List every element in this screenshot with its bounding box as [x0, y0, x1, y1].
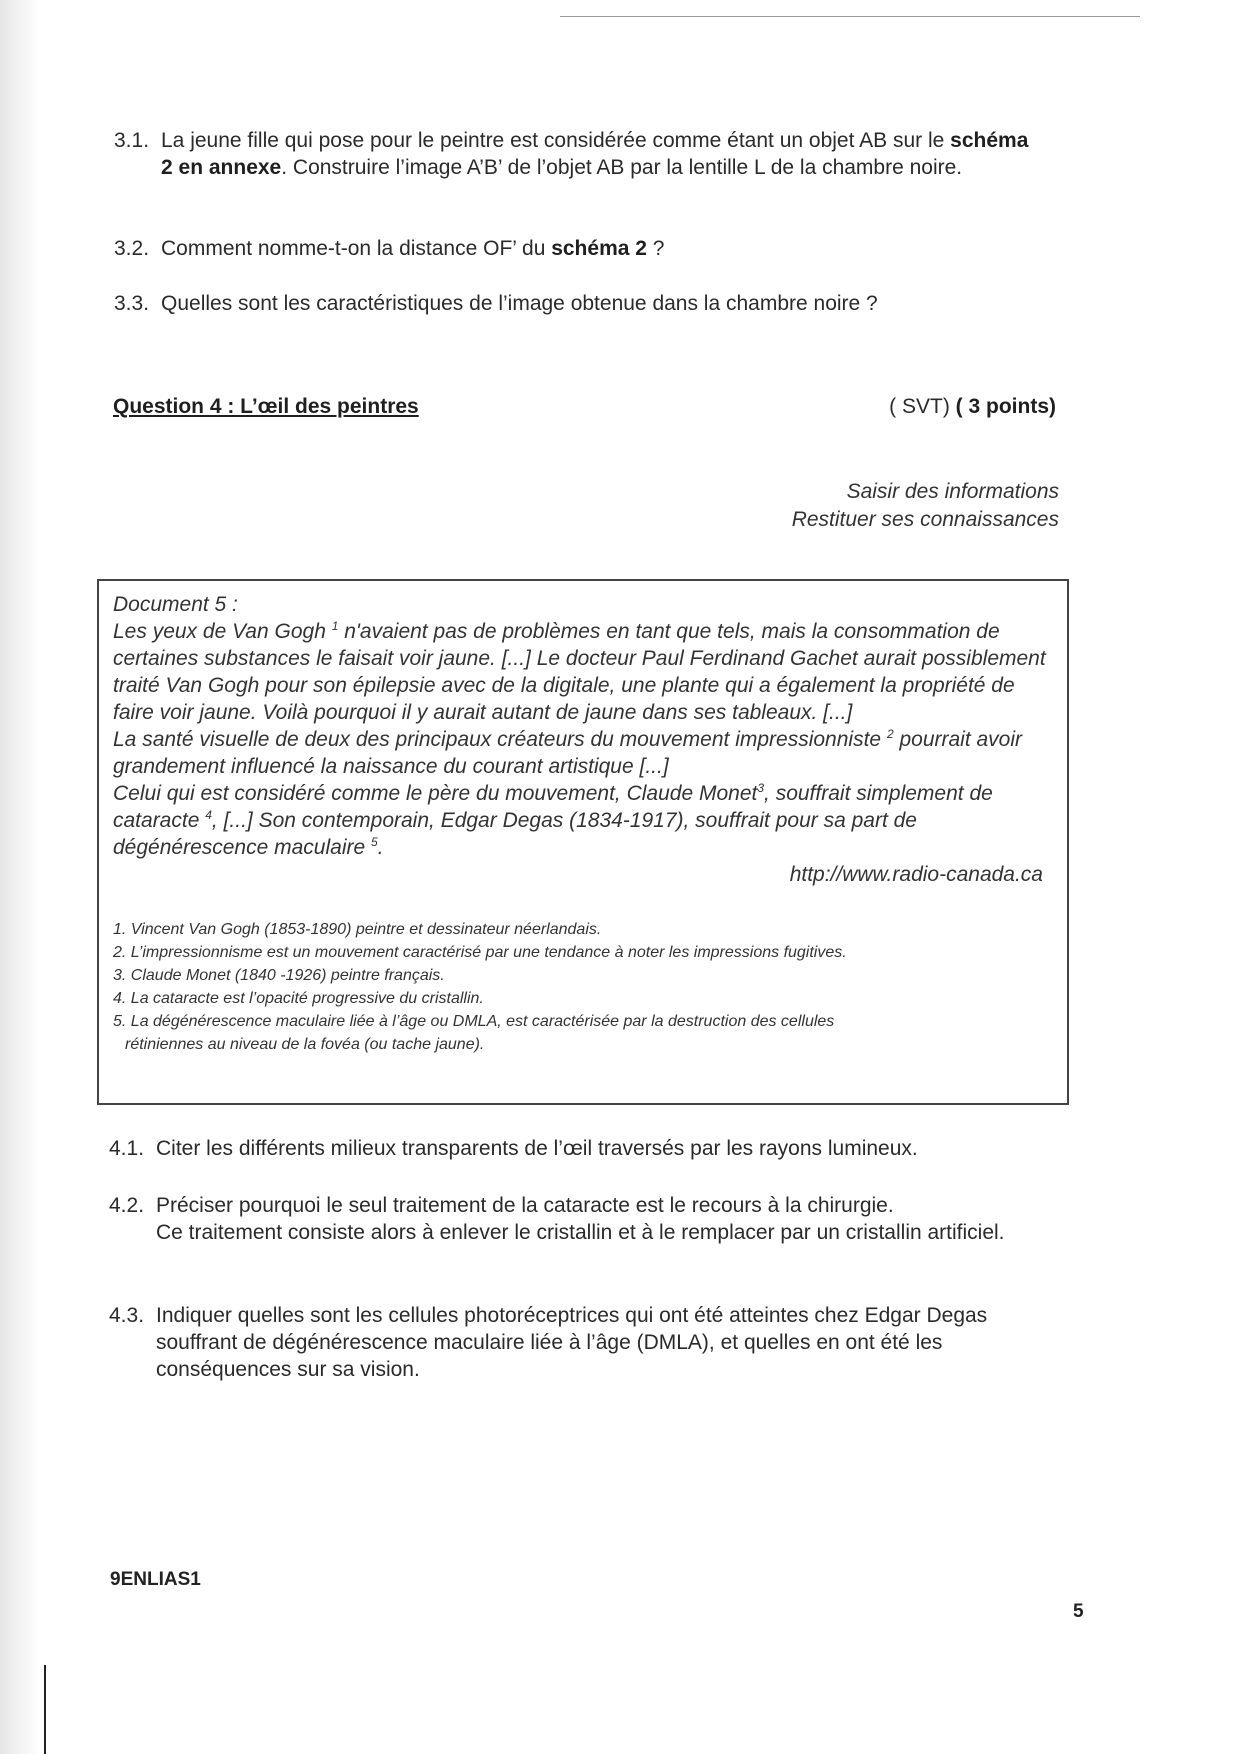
document-5-paragraph-2 [113, 726, 1053, 780]
document-5-body [113, 591, 1053, 888]
question-text-end: ? [646, 237, 665, 260]
question-number: 4.3. [109, 1304, 145, 1327]
document-5-paragraph-1 [113, 618, 1053, 726]
text: Celui qui est considéré comme le père du mouvement, Claude Monet [113, 782, 758, 805]
footnote-ref: 2 [886, 727, 894, 741]
question-4-meta [889, 395, 1056, 419]
question-number: 3.2. [114, 237, 150, 260]
question-text: Citer les différents milieux transparents de l’œil traversés par les rayons lumineux. [156, 1137, 918, 1160]
skills-block [792, 478, 1059, 534]
question-text-continued: Ce traitement consiste alors à enlever le cristallin et à le remplacer par un cristallin artificiel. [156, 1221, 1005, 1244]
question-bold-ref: schéma 2 en annexe [161, 129, 1029, 179]
scan-left-rule [44, 1665, 46, 1754]
document-5-box [97, 579, 1069, 1105]
question-text: Comment nomme-t-on la distance OF’ du [161, 237, 552, 260]
footnote: 4. La cataracte est l’opacité progressive du cristallin. [113, 990, 484, 1007]
footnote: 5. La dégénérescence maculaire liée à l’âge ou DMLA, est caractérisée par la destruction des cellules [113, 1013, 835, 1030]
question-3-2 [114, 235, 1044, 262]
question-3-3 [114, 290, 1044, 317]
footnote-ref: 4 [205, 808, 212, 822]
question-4-title: Question 4 : L’œil des peintres [113, 395, 419, 418]
question-4-1 [109, 1135, 1044, 1162]
skill-1: Saisir des informations [846, 480, 1059, 503]
question-number: 4.2. [109, 1194, 145, 1217]
footnote: 2. L’impressionnisme est un mouvement caractérisé par une tendance à noter les impressions fugitives. [113, 944, 847, 961]
text: n'avaient pas de problèmes en tant que tels, mais la consommation de certaines substances le faisait voir jaune. [...] Le docteur Paul Ferdinand Gachet aurait possiblement traité Van Gogh pour son épilepsie avec de la digitale, une plante qui a également la propriété de faire voir jaune. Voilà pourquoi il y aurait autant de jaune dans ses tableaux. [...] [113, 620, 1046, 724]
text: , [...] Son contemporain, Edgar Degas (1834-1917), souffrait pour sa part de dégénérescence maculaire [113, 809, 917, 859]
question-4-3 [109, 1302, 1044, 1383]
question-text: Quelles sont les caractéristiques de l’image obtenue dans la chambre noire ? [161, 292, 878, 315]
scan-edge-shadow [0, 0, 40, 1754]
footnote-ref: 1 [331, 619, 339, 633]
subject-label: ( SVT) [889, 395, 950, 418]
text: pourrait avoir grandement influencé la naissance du courant artistique [...] [113, 728, 1023, 778]
footnote-continuation: rétiniennes au niveau de la fovéa (ou tache jaune). [125, 1036, 485, 1053]
skill-2: Restituer ses connaissances [791, 508, 1059, 531]
footnote-ref: 3 [757, 781, 765, 795]
question-text: Indiquer quelles sont les cellules photoréceptrices qui ont été atteintes chez Edgar Degas souffrant de dégénérescence maculaire liée à l’âge (DMLA), et quelles en ont été les conséquences sur sa vision. [156, 1304, 988, 1381]
document-5-title: Document 5 : [113, 593, 238, 616]
text: La santé visuelle de deux des principaux créateurs du mouvement impressionniste [113, 728, 887, 751]
question-text-end: . Construire l’image A’B’ de l’objet AB par la lentille L de la chambre noire. [281, 156, 963, 179]
question-bold-ref: schéma 2 [551, 237, 647, 260]
footnote: 3. Claude Monet (1840 -1926) peintre français. [113, 967, 445, 984]
document-5-paragraph-3 [113, 780, 1053, 861]
question-number: 3.1. [114, 129, 150, 152]
question-text: La jeune fille qui pose pour le peintre est considérée comme étant un objet AB sur le [161, 129, 951, 152]
exam-code: 9ENLIAS1 [110, 1569, 201, 1590]
scan-top-rule [560, 16, 1140, 17]
points-label: ( 3 points) [955, 395, 1056, 418]
text: , souffrait simplement de cataracte [113, 782, 993, 832]
page-number: 5 [1073, 1601, 1084, 1622]
question-text: Préciser pourquoi le seul traitement de la cataracte est le recours à la chirurgie. [156, 1194, 894, 1217]
text: . [377, 836, 384, 859]
document-5-footnotes [113, 918, 1053, 1056]
question-4-2 [109, 1192, 1044, 1246]
question-number: 3.3. [114, 292, 150, 315]
question-number: 4.1. [109, 1137, 145, 1160]
text: Les yeux de Van Gogh [113, 620, 332, 643]
footnote: 1. Vincent Van Gogh (1853-1890) peintre et dessinateur néerlandais. [113, 921, 602, 938]
footnote-ref: 5 [371, 835, 378, 849]
document-5-source: http://www.radio-canada.ca [789, 863, 1043, 886]
question-3-1 [114, 127, 1044, 181]
